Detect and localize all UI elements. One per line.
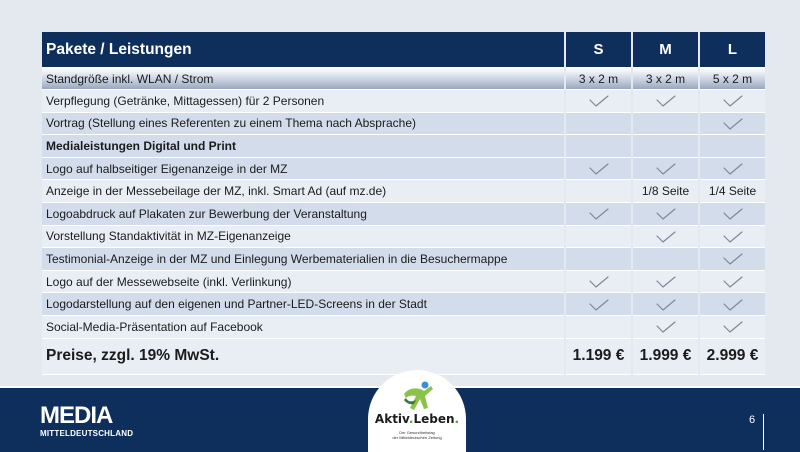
section-row — [42, 135, 765, 158]
table-row — [42, 180, 765, 203]
brand-main-text: MEDIA — [40, 402, 113, 429]
checkmark-icon — [588, 298, 610, 312]
cell-s: 3 x 2 m — [566, 68, 631, 90]
cell-l — [700, 90, 765, 113]
row-label: Logo auf der Messewebseite (inkl. Verlinkung) — [42, 271, 564, 294]
header-size-m: M — [633, 32, 698, 68]
cell-m — [633, 271, 698, 294]
runner-figure-icon — [398, 380, 436, 414]
price-row — [42, 339, 765, 375]
checkmark-icon — [655, 94, 677, 108]
checkmark-icon — [722, 94, 744, 108]
cell-l: 1/4 Seite — [700, 180, 765, 203]
checkmark-icon — [655, 162, 677, 176]
row-label: Vortrag (Stellung eines Referenten zu einem Thema nach Absprache) — [42, 113, 564, 136]
logo-dot-end: . — [454, 412, 460, 426]
cell-s — [566, 271, 631, 294]
cell-m — [633, 226, 698, 249]
checkmark-icon — [655, 275, 677, 289]
cell-s — [566, 113, 631, 136]
media-mitteldeutschland-logo — [40, 404, 133, 438]
checkmark-icon — [655, 230, 677, 244]
cell-l — [700, 248, 765, 271]
price-m: 1.999 € — [633, 339, 698, 375]
table-row — [42, 293, 765, 316]
cell-m — [633, 90, 698, 113]
logo-subtitle — [368, 430, 466, 440]
cell-m: 3 x 2 m — [633, 68, 698, 90]
table-row — [42, 271, 765, 294]
checkmark-icon — [588, 162, 610, 176]
cell-m — [633, 293, 698, 316]
cell-s — [566, 135, 631, 158]
checkmark-icon — [722, 275, 744, 289]
table-row — [42, 90, 765, 113]
cell-l — [700, 293, 765, 316]
checkmark-icon — [722, 298, 744, 312]
checkmark-icon — [722, 230, 744, 244]
price-l: 2.999 € — [700, 339, 765, 375]
header-title: Pakete / Leistungen — [42, 32, 564, 68]
cell-m — [633, 248, 698, 271]
cell-m: 1/8 Seite — [633, 180, 698, 203]
cell-m — [633, 158, 698, 181]
table-row — [42, 68, 765, 90]
logo-sub-line-2: der Mitteldeutschen Zeitung — [392, 435, 442, 440]
header-size-s: S — [566, 32, 631, 68]
packages-table — [40, 32, 767, 375]
row-label: Logodarstellung auf den eigenen und Partner-LED-Screens in der Stadt — [42, 293, 564, 316]
logo-sub-line-1: Der Gesundheitstag — [399, 430, 435, 435]
cell-s — [566, 203, 631, 226]
row-label: Standgröße inkl. WLAN / Strom — [42, 68, 564, 90]
row-label: Logo auf halbseitiger Eigenanzeige in der MZ — [42, 158, 564, 181]
section-label: Medialeistungen Digital und Print — [42, 135, 564, 158]
logo-title — [368, 412, 466, 426]
row-label: Social-Media-Präsentation auf Facebook — [42, 316, 564, 339]
cell-s — [566, 158, 631, 181]
cell-l — [700, 226, 765, 249]
cell-m — [633, 316, 698, 339]
logo-dot: . — [408, 412, 414, 426]
cell-s — [566, 248, 631, 271]
row-label: Anzeige in der Messebeilage der MZ, inkl. Smart Ad (auf mz.de) — [42, 180, 564, 203]
table-row — [42, 248, 765, 271]
checkmark-icon — [722, 320, 744, 334]
row-label: Verpflegung (Getränke, Mittagessen) für 2 Personen — [42, 90, 564, 113]
cell-l — [700, 271, 765, 294]
logo-title-b: Leben — [413, 412, 455, 426]
checkmark-icon — [588, 94, 610, 108]
row-label: Logoabdruck auf Plakaten zur Bewerbung der Veranstaltung — [42, 203, 564, 226]
cell-l — [700, 113, 765, 136]
cell-l: 5 x 2 m — [700, 68, 765, 90]
checkmark-icon — [722, 162, 744, 176]
cell-s — [566, 293, 631, 316]
checkmark-icon — [655, 207, 677, 221]
table-row — [42, 226, 765, 249]
checkmark-icon — [588, 207, 610, 221]
cell-s — [566, 226, 631, 249]
cell-s — [566, 180, 631, 203]
cell-s — [566, 90, 631, 113]
row-label: Vorstellung Standaktivität in MZ-Eigenanzeige — [42, 226, 564, 249]
checkmark-icon — [722, 252, 744, 266]
cell-m — [633, 113, 698, 136]
cell-l — [700, 135, 765, 158]
cell-m — [633, 135, 698, 158]
cell-l — [700, 316, 765, 339]
checkmark-icon — [722, 207, 744, 221]
table-row — [42, 203, 765, 226]
table-row — [42, 113, 765, 136]
table-row — [42, 316, 765, 339]
checkmark-icon — [588, 275, 610, 289]
page-number: 6 — [749, 414, 756, 426]
price-label: Preise, zzgl. 19% MwSt. — [42, 339, 564, 375]
cell-l — [700, 158, 765, 181]
header-size-l: L — [700, 32, 765, 68]
checkmark-icon — [722, 117, 744, 131]
logo-title-a: Aktiv — [374, 412, 409, 426]
checkmark-icon — [655, 298, 677, 312]
page-number-divider — [763, 414, 764, 450]
table-header — [42, 32, 765, 68]
row-label: Testimonial-Anzeige in der MZ und Einlegung Werbematerialien in die Besuchermappe — [42, 248, 564, 271]
cell-s — [566, 316, 631, 339]
checkmark-icon — [655, 320, 677, 334]
cell-l — [700, 203, 765, 226]
price-s: 1.199 € — [566, 339, 631, 375]
brand-sub-text: MITTELDEUTSCHLAND — [40, 429, 134, 438]
table-row — [42, 158, 765, 181]
cell-m — [633, 203, 698, 226]
